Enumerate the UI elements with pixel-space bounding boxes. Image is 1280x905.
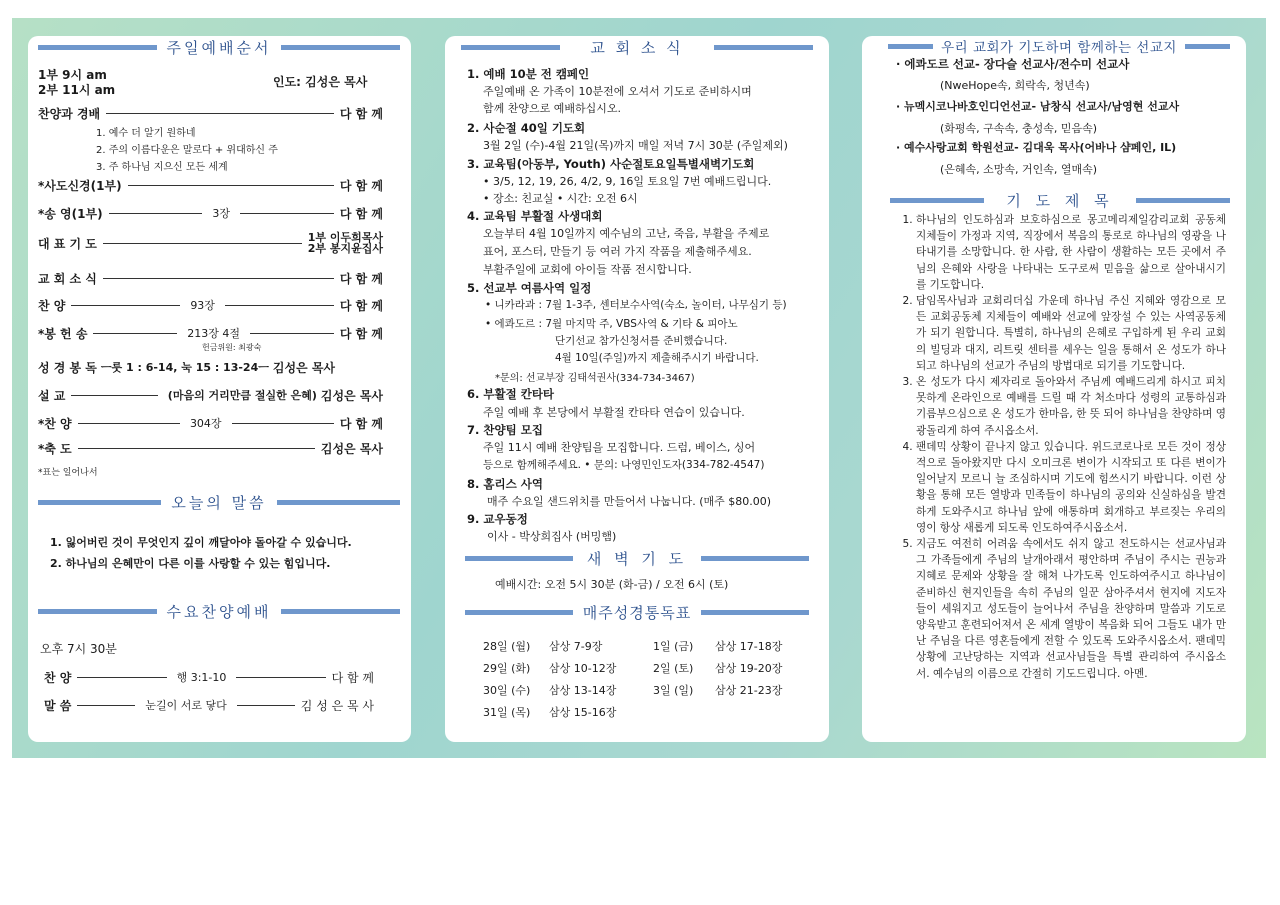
- news-line: 등으로 함께해주세요. • 문의: 나영민인도자(334-782-4547): [483, 459, 765, 471]
- news-line: *문의: 선교부장 김태석권사(334-734-3467): [495, 373, 695, 384]
- news-line: 3월 2일 (수)-4월 21일(목)까지 매일 저녁 7시 30분 (주일제외): [483, 139, 788, 152]
- news-line: 매주 수요일 샌드위치를 만들어서 나눕니다. (매주 $80.00): [487, 495, 772, 508]
- news-line: • 에콰도르 : 7월 마지막 주, VBS사역 & 기타 & 피아노: [485, 318, 738, 330]
- reading-day: 3일 (일): [653, 684, 694, 697]
- todays-word-header: 오늘의 말씀: [38, 492, 400, 512]
- reading-days-right: [653, 638, 693, 704]
- bible-reading-header: 매주성경통독표: [465, 602, 809, 622]
- reading-day: 28일 (월): [483, 640, 531, 653]
- order-news: 교 회 소 식 다 함 께: [38, 271, 383, 286]
- news-title: 2. 사순절 40일 기도회: [467, 121, 586, 135]
- reading-day: 30일 (수): [483, 684, 531, 697]
- service-time-1: 1부 9시 am: [38, 68, 107, 82]
- prayer-topics-header: 기 도 제 목: [890, 190, 1230, 210]
- wednesday-header: 수요찬양예배: [38, 601, 400, 621]
- wed-praise: 찬 양 행 3:1-10 다 함 께: [44, 670, 375, 685]
- order-benediction: *축 도 김성은 목사: [38, 441, 383, 456]
- missionary-entry: · 예수사랑교회 학원선교- 김대욱 목사(어바나 샴페인, IL): [896, 141, 1177, 154]
- worship-order-header: 주일예배순서: [38, 37, 400, 57]
- news-title: 9. 교우동정: [467, 512, 528, 526]
- reading-chapter: 삼상 7-9장: [549, 640, 603, 653]
- reading-chapter: 삼상 21-23장: [715, 684, 783, 697]
- missionary-groups: (은혜속, 소망속, 거인속, 열매속): [940, 163, 1098, 176]
- order-praise: 찬양과 경배 다 함 께: [38, 106, 383, 121]
- missionary-groups: (NweHope속, 희락속, 청년속): [940, 79, 1090, 92]
- prayer-item: 1. 하나님의 인도하심과 보호하심으로 몽고메리제일감리교회 공동체 지체들이 가정과 지역, 직장에서 복음의 통로로 하나님의 영광을 나타내기를 소망합니다. 한 사람, 한 사람이 생활하는 모든 곳에서 주님의 은혜와 사랑을 나타내는 도구로써 믿음을 삶으로 살아내시기를 기도합니다.: [916, 212, 1226, 293]
- service-leader: 인도: 김성은 목사: [273, 75, 368, 89]
- missionaries-header: 우리 교회가 기도하며 함께하는 선교지: [888, 37, 1230, 55]
- news-line: 단기선교 참가신청서를 준비했습니다.: [555, 335, 728, 347]
- reading-day: 1일 (금): [653, 640, 694, 653]
- order-prayer: 대 표 기 도 1부 이두희목사 2부 봉지윤집사: [38, 231, 383, 255]
- wednesday-time: 오후 7시 30분: [40, 642, 117, 656]
- order-doxology: *송 영(1부) 3장 다 함 께: [38, 206, 384, 221]
- news-line: 함께 찬양으로 예배하십시오.: [483, 102, 622, 115]
- news-title: 4. 교육팀 부활절 사생대회: [467, 209, 603, 223]
- reading-chapter: 삼상 19-20장: [715, 662, 783, 675]
- word-item: 2. 하나님의 은혜만이 다른 이를 사랑할 수 있는 힘입니다.: [50, 557, 331, 570]
- service-time-2: 2부 11시 am: [38, 83, 116, 97]
- reading-chapter: 삼상 17-18장: [715, 640, 783, 653]
- news-line: 이사 - 박상희집사 (버밍햄): [487, 530, 617, 543]
- dawn-prayer-header: 새 벽 기 도: [465, 548, 809, 568]
- news-line: • 니카라과 : 7월 1-3주, 센터보수사역(숙소, 놀이터, 나무심기 등): [485, 299, 787, 311]
- news-line: 4월 10일(주일)까지 제출해주시기 바랍니다.: [555, 352, 759, 364]
- church-news-panel: [445, 36, 829, 742]
- dawn-prayer-time: 예배시간: 오전 5시 30분 (화-금) / 오전 6시 (토): [495, 578, 729, 591]
- standing-note: *표는 일어나서: [38, 468, 98, 478]
- news-line: • 장소: 친교실 • 시간: 오전 6시: [483, 192, 638, 205]
- reading-chapters-left: [549, 638, 616, 726]
- reading-chapter: 삼상 13-14장: [549, 684, 617, 697]
- order-scripture: 성 경 봉 독 ㅡ룻 1 : 6-14, 눅 15 : 13-24ㅡ 김성은 목사: [38, 360, 336, 375]
- prayer-item: 5. 지금도 여전히 어려움 속에서도 쉬지 않고 전도하시는 선교사님과 그 가족들에게 주님의 날개아래서 평안하며 주님이 주시는 권능과 지혜로 문제와 상황을 잘 해쳐 나가도록 인도하여주시고 하나님이 준비하신 현지인들을 속히 주님의 일꾼 삼아주셔서 현지에 지도자들이 세워지고 성도들이 늘어나서 주님을 찬양하며 말씀과 기도로 양육받고 훈련되어져서 온 세계 열방이 복음화 되어 그들도 내가 만난 주님을 다른 영혼들에게 전할 수 있도록 도와주시옵소서. 팬데믹 상황에 고난당하는 지역과 선교사님들을 특별 관리하여 주시옵소서. 예수님의 이름으로 간절히 기도드립니다. 아멘.: [916, 536, 1226, 682]
- reading-day: 29일 (화): [483, 662, 531, 675]
- missionary-entry: · 뉴멕시코나바호인디언선교- 남창식 선교사/남영현 선교사: [896, 100, 1180, 113]
- missionary-groups: (화평속, 구속속, 충성속, 믿음속): [940, 122, 1098, 135]
- news-line: 표어, 포스터, 만들기 등 여러 가지 작품을 제출해주세요.: [483, 245, 752, 258]
- song-item: 3. 주 하나님 지으신 모든 세계: [96, 162, 228, 173]
- news-line: 오늘부터 4월 10일까지 예수님의 고난, 죽음, 부활을 주제로: [483, 227, 770, 240]
- order-hymn1: 찬 양 93장 다 함 께: [38, 298, 384, 313]
- news-line: 부활주일에 교회에 아이들 작품 전시합니다.: [483, 263, 692, 276]
- reading-chapters-right: [715, 638, 782, 704]
- news-title: 7. 찬양팀 모집: [467, 423, 543, 437]
- news-title: 6. 부활절 칸타타: [467, 387, 555, 401]
- order-hymn2: *찬 양 304장 다 함 께: [38, 416, 383, 431]
- news-line: • 3/5, 12, 19, 26, 4/2, 9, 16일 토요일 7번 예배드립니다.: [483, 175, 772, 188]
- news-title: 1. 예배 10분 전 캠페인: [467, 67, 590, 81]
- news-title: 5. 선교부 여름사역 일정: [467, 281, 592, 295]
- reading-day: 2일 (토): [653, 662, 694, 675]
- church-news-header: 교 회 소 식: [461, 37, 813, 57]
- missionary-entry: · 에콰도르 선교- 장다슬 선교사/전수미 선교사: [896, 57, 1130, 71]
- wed-word: 말 씀 눈길이 서로 닿다 김 성 은 목 사: [44, 698, 374, 713]
- worship-order-panel: [28, 36, 411, 742]
- order-offering: *봉 헌 송 213장 4절 다 함 께: [38, 326, 383, 341]
- news-title: 3. 교육팀(아동부, Youth) 사순절토요일특별새벽기도회: [467, 157, 755, 171]
- prayer-item: 3. 온 성도가 다시 제자리로 돌아와서 주님께 예배드리게 하시고 피치 못하게 온라인으로 예배를 드릴 때 각 처소마다 성령의 교통하심과 기름부으심으로 온 성도가 한마음, 한 뜻 되어 하나님을 찬양하며 영광돌리게 하여 주시옵소서.: [916, 374, 1226, 439]
- song-item: 2. 주의 이름다운은 말로다 + 위대하신 주: [96, 145, 278, 156]
- news-line: 주일 예배 후 본당에서 부활절 칸타타 연습이 있습니다.: [483, 406, 745, 419]
- word-item: 1. 잃어버린 것이 무엇인지 깊이 깨달아야 돌아갈 수 있습니다.: [50, 536, 352, 549]
- order-sermon: 설 교 (마음의 거리만큼 절실한 은혜) 김성은 목사: [38, 388, 383, 403]
- mission-prayer-panel: [862, 36, 1246, 742]
- prayer-item: 2. 담임목사님과 교회리더십 가운데 하나님 주신 지혜와 영감으로 모든 교회공동체 지체들이 예배와 선교에 앞장설 수 있는 사역공동체가 되기 원합니다. 특별히, 하나님의 은혜로 구입하게 된 우리 교회의 빌딩과 대지, 리트릿 센터를 세우는 일을 통해서 온 성도가 하나되고 하나님의 선교가 주님의 방법대로 되기를 기도합니다.: [916, 293, 1226, 374]
- prayer-item: 4. 팬데믹 상황이 끝나지 않고 있습니다. 위드코로나로 모든 것이 정상적으로 돌아왔지만 다시 오미크론 변이가 시작되고 또 다른 변이가 일어날지 모르니 늘 조심하시며 기도에 힘쓰시기 바랍니다. 이런 상황을 통해 모든 열방과 민족들이 하나님의 공의와 신실하심을 발견하게 도와주시고 하나님 앞에 애통하며 회개하고 부르짖는 우리의 영이 항상 새롭게 되도록 인도하여주시옵소서.: [916, 439, 1226, 536]
- song-item: 1. 예수 더 알기 원하네: [96, 128, 196, 139]
- order-creed: *사도신경(1부) 다 함 께: [38, 178, 383, 193]
- offering-committee: 헌금위원: 최광숙: [202, 343, 262, 352]
- prayer-topics-list: [902, 212, 1226, 682]
- reading-chapter: 삼상 10-12장: [549, 662, 617, 675]
- news-line: 주일 11시 예배 찬양팀을 모집합니다. 드럼, 베이스, 싱어: [483, 441, 756, 454]
- reading-day: 31일 (목): [483, 706, 531, 719]
- news-line: 주일예배 온 가족이 10분전에 오셔서 기도로 준비하시며: [483, 85, 752, 98]
- news-title: 8. 홈리스 사역: [467, 477, 543, 491]
- reading-days-left: [483, 638, 530, 726]
- reading-chapter: 삼상 15-16장: [549, 706, 617, 719]
